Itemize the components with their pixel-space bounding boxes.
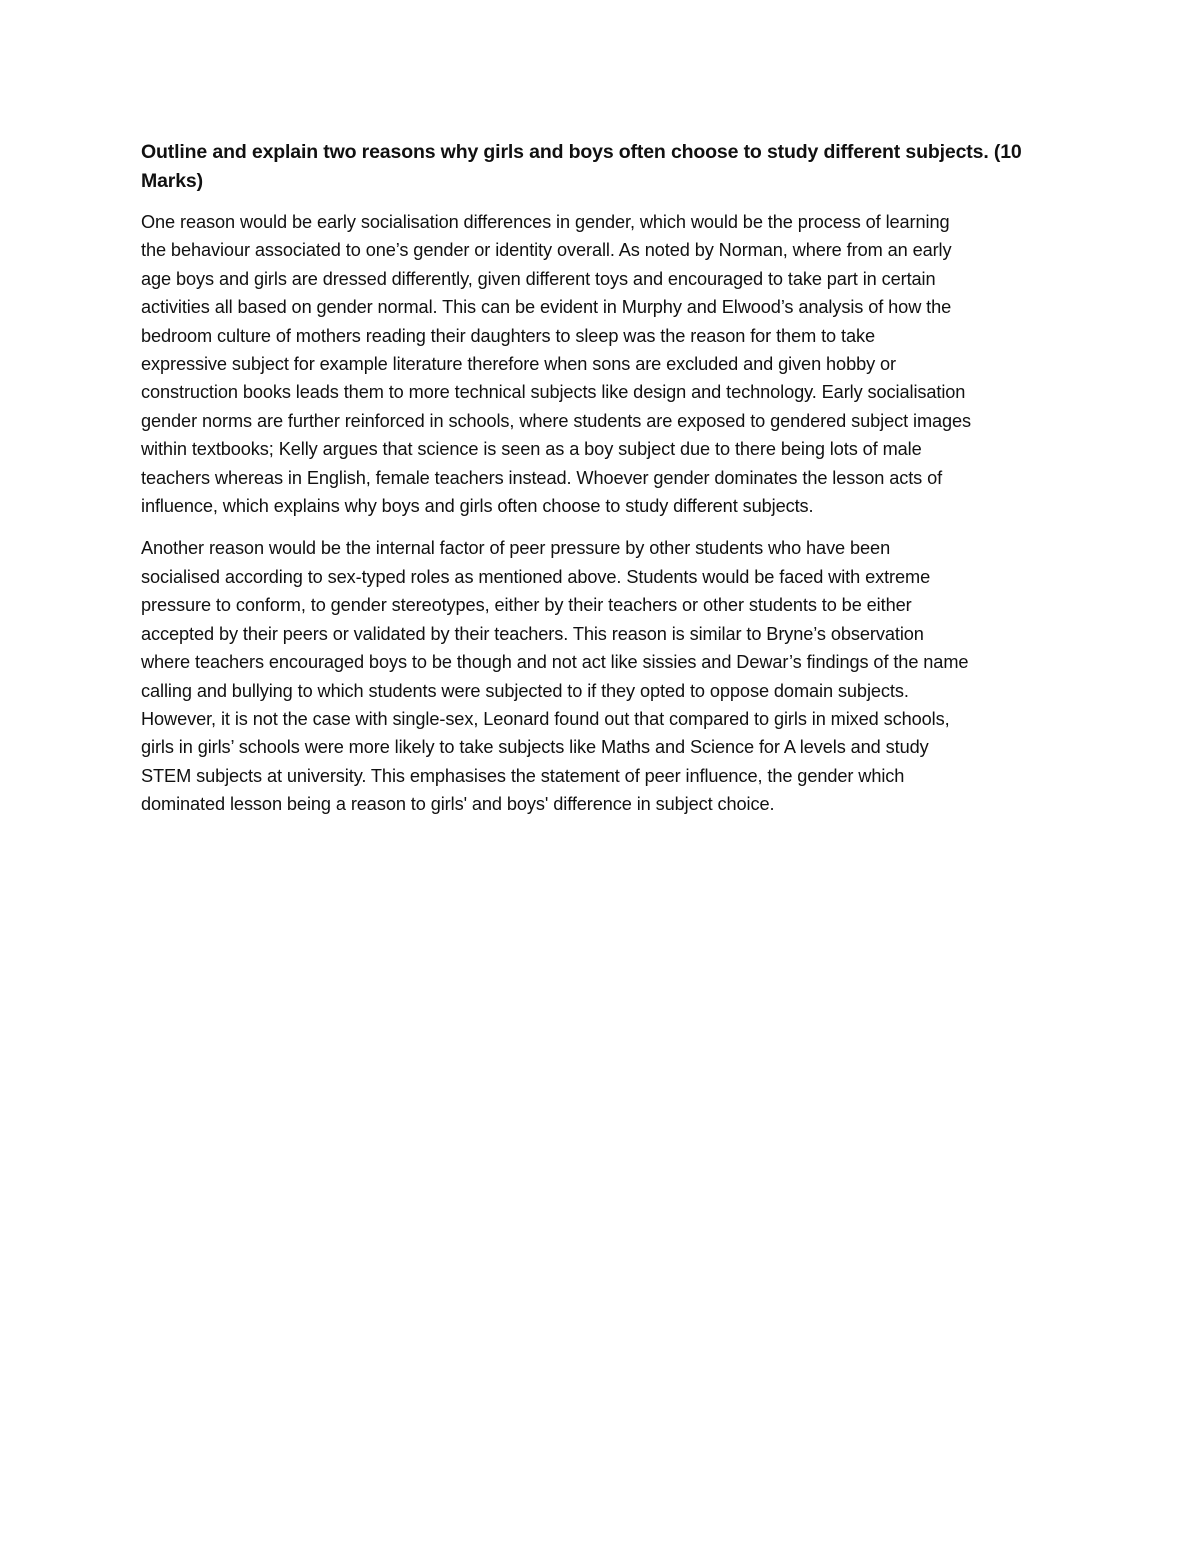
heading-line: Outline and explain two reasons why girls and boys often choose to study different subjects. (10 — [141, 141, 1022, 163]
paragraph-line: bedroom culture of mothers reading their daughters to sleep was the reason for them to take — [141, 325, 875, 346]
paragraph-peer-pressure — [141, 534, 1063, 818]
paragraph-line: teachers whereas in English, female teachers instead. Whoever gender dominates the lesson acts of — [141, 467, 943, 488]
paragraph-line: One reason would be early socialisation differences in gender, which would be the process of learning — [141, 212, 950, 232]
paragraph-line: socialised according to sex-typed roles as mentioned above. Students would be faced with extreme — [141, 566, 931, 587]
paragraph-line: expressive subject for example literature therefore when sons are excluded and given hobby or — [141, 354, 897, 375]
paragraph-line: where teachers encouraged boys to be though and not act like sissies and Dewar’s findings of the name — [141, 652, 969, 673]
paragraph-line: age boys and girls are dressed differently, given different toys and encouraged to take part in certain — [141, 268, 936, 289]
paragraph-line: STEM subjects at university. This emphasises the statement of peer influence, the gender which — [141, 765, 905, 786]
paragraph-line: accepted by their peers or validated by their teachers. This reason is similar to Bryne’s observation — [141, 623, 924, 644]
paragraph-line: pressure to conform, to gender stereotypes, either by their teachers or other students to be either — [141, 595, 912, 616]
paragraph-line: dominated lesson being a reason to girls' and boys' difference in subject choice. — [141, 794, 775, 815]
paragraph-line: construction books leads them to more technical subjects like design and technology. Early socialisation — [141, 382, 966, 403]
paragraph-socialisation — [141, 208, 1063, 520]
document-body — [141, 138, 1063, 833]
paragraph-line: the behaviour associated to one’s gender or identity overall. As noted by Norman, where from an early — [141, 240, 952, 261]
paragraph-line: influence, which explains why boys and girls often choose to study different subjects. — [141, 496, 814, 517]
paragraph-line: Another reason would be the internal factor of peer pressure by other students who have been — [141, 538, 891, 559]
paragraph-line: However, it is not the case with single-sex, Leonard found out that compared to girls in mixed schools, — [141, 708, 950, 729]
paragraph-line: gender norms are further reinforced in schools, where students are exposed to gendered subject images — [141, 410, 972, 431]
paragraph-line: calling and bullying to which students were subjected to if they opted to oppose domain subjects. — [141, 680, 909, 701]
question-heading — [141, 138, 1063, 195]
heading-line: Marks) — [141, 169, 203, 192]
paragraph-line: girls in girls’ schools were more likely to take subjects like Maths and Science for A levels and study — [141, 737, 929, 758]
paragraph-line: activities all based on gender normal. This can be evident in Murphy and Elwood’s analysis of how the — [141, 297, 952, 318]
paragraph-line: within textbooks; Kelly argues that science is seen as a boy subject due to there being lots of male — [141, 439, 922, 460]
